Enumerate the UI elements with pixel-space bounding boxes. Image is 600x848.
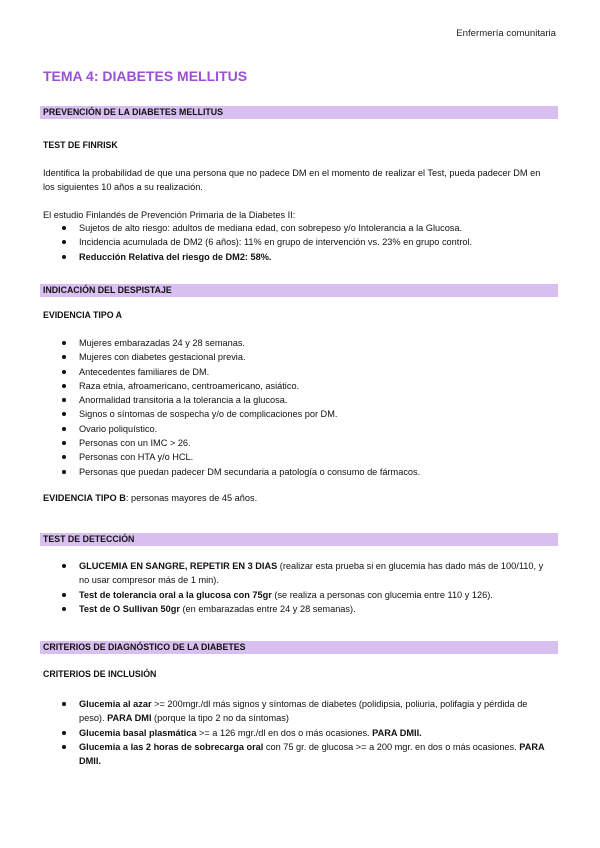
evidencia-a-list [43, 336, 555, 479]
subheading-evidencia-a: EVIDENCIA TIPO A [43, 310, 123, 320]
item-text: >= a 126 mgr./dl en dos o más ocasiones. [196, 727, 373, 738]
course-header: Enfermería comunitaria [456, 28, 556, 39]
evidencia-b-label: EVIDENCIA TIPO B [43, 493, 126, 503]
section-band-diagnostico: CRITERIOS DE DIAGNÓSTICO DE LA DIABETES [40, 641, 558, 654]
item-bold: PARA DMI [107, 713, 152, 724]
item-bold: Glucemia al azar [79, 699, 152, 709]
section-band-deteccion: TEST DE DETECCIÓN [40, 533, 558, 546]
item-bold: Test de tolerancia oral a la glucosa con 75gr [79, 589, 272, 600]
list-item: Personas que puedan padecer DM secundaria a patología o consumo de fármacos. [43, 465, 555, 479]
list-item [43, 602, 555, 616]
page-title: TEMA 4: DIABETES MELLITUS [43, 68, 248, 84]
item-text: (realizar esta prueba si en glucemia has dado más de 100/110, y no usar compresor más de 1 min). [79, 561, 544, 586]
list-item: Signos o síntomas de sospecha y/o de complicaciones por DM. [43, 407, 555, 421]
list-item: Personas con HTA y/o HCL. [43, 450, 555, 464]
evidencia-b-text: : personas mayores de 45 años. [125, 493, 258, 503]
list-item [43, 726, 555, 740]
section-band-despistaje: INDICACIÓN DEL DESPISTAJE [40, 284, 558, 297]
list-item [43, 740, 555, 769]
list-item: Reducción Relativa del riesgo de DM2: 58%. [43, 250, 555, 264]
criterios-list [43, 697, 555, 768]
item-bold: Glucemia basal plasmática [79, 727, 197, 738]
list-item: Sujetos de alto riesgo: adultos de mediana edad, con sobrepeso y/o Intolerancia a la Glucosa. [43, 221, 555, 235]
item-text: (en embarazadas entre 24 y 28 semanas). [179, 603, 356, 614]
item-bold: Test de O Sullivan 50gr [79, 603, 180, 614]
item-bold: PARA DMII. [372, 727, 422, 738]
item-text: (se realiza a personas con glucemia entre 110 y 126). [271, 589, 493, 600]
deteccion-list [43, 559, 555, 616]
finrisk-study-intro: El estudio Finlandés de Prevención Primaria de la Diabetes II: [43, 210, 296, 220]
subheading-finrisk: TEST DE FINRISK [43, 140, 118, 150]
list-item: Raza etnia, afroamericano, centroamericano, asiático. [43, 379, 555, 393]
list-item [43, 697, 555, 726]
list-item: Mujeres con diabetes gestacional previa. [43, 350, 555, 364]
list-item: Anormalidad transitoria a la tolerancia a la glucosa. [43, 393, 555, 407]
item-text: >= 200mgr./dl más signos y síntomas de diabetes (polidipsia, poliuria, polifagia y pérdida de peso). [79, 699, 528, 724]
list-item: Personas con un IMC > 26. [43, 436, 555, 450]
section-band-prevencion: PREVENCIÓN DE LA DIABETES MELLITUS [40, 106, 558, 119]
item-text: con 75 gr. de glucosa >= a 200 mgr. en dos o más ocasiones. [263, 741, 520, 752]
item-text: (porque la tipo 2 no da síntomas) [151, 713, 289, 724]
evidencia-b [43, 491, 553, 505]
item-bold: Glucemia a las 2 horas de sobrecarga oral [79, 741, 264, 752]
item-bold: PARA DMII. [79, 741, 545, 767]
finrisk-description: Identifica la probabilidad de que una persona que no padece DM en el momento de realizar el Test, pueda padecer DM en los siguientes 10 años a su realización. [43, 168, 541, 193]
list-item [43, 588, 555, 602]
list-item: Mujeres embarazadas 24 y 28 semanas. [43, 336, 555, 350]
list-item: Incidencia acumulada de DM2 (6 años): 11% en grupo de intervención vs. 23% en grupo control. [43, 235, 555, 249]
finrisk-list [43, 221, 555, 264]
subheading-criterios-inclusion: CRITERIOS DE INCLUSIÓN [43, 669, 157, 679]
item-bold: GLUCEMIA EN SANGRE, REPETIR EN 3 DIAS [79, 561, 278, 571]
list-item: Antecedentes familiares de DM. [43, 365, 555, 379]
list-item: Ovario poliquístico. [43, 422, 555, 436]
list-item [43, 559, 555, 588]
